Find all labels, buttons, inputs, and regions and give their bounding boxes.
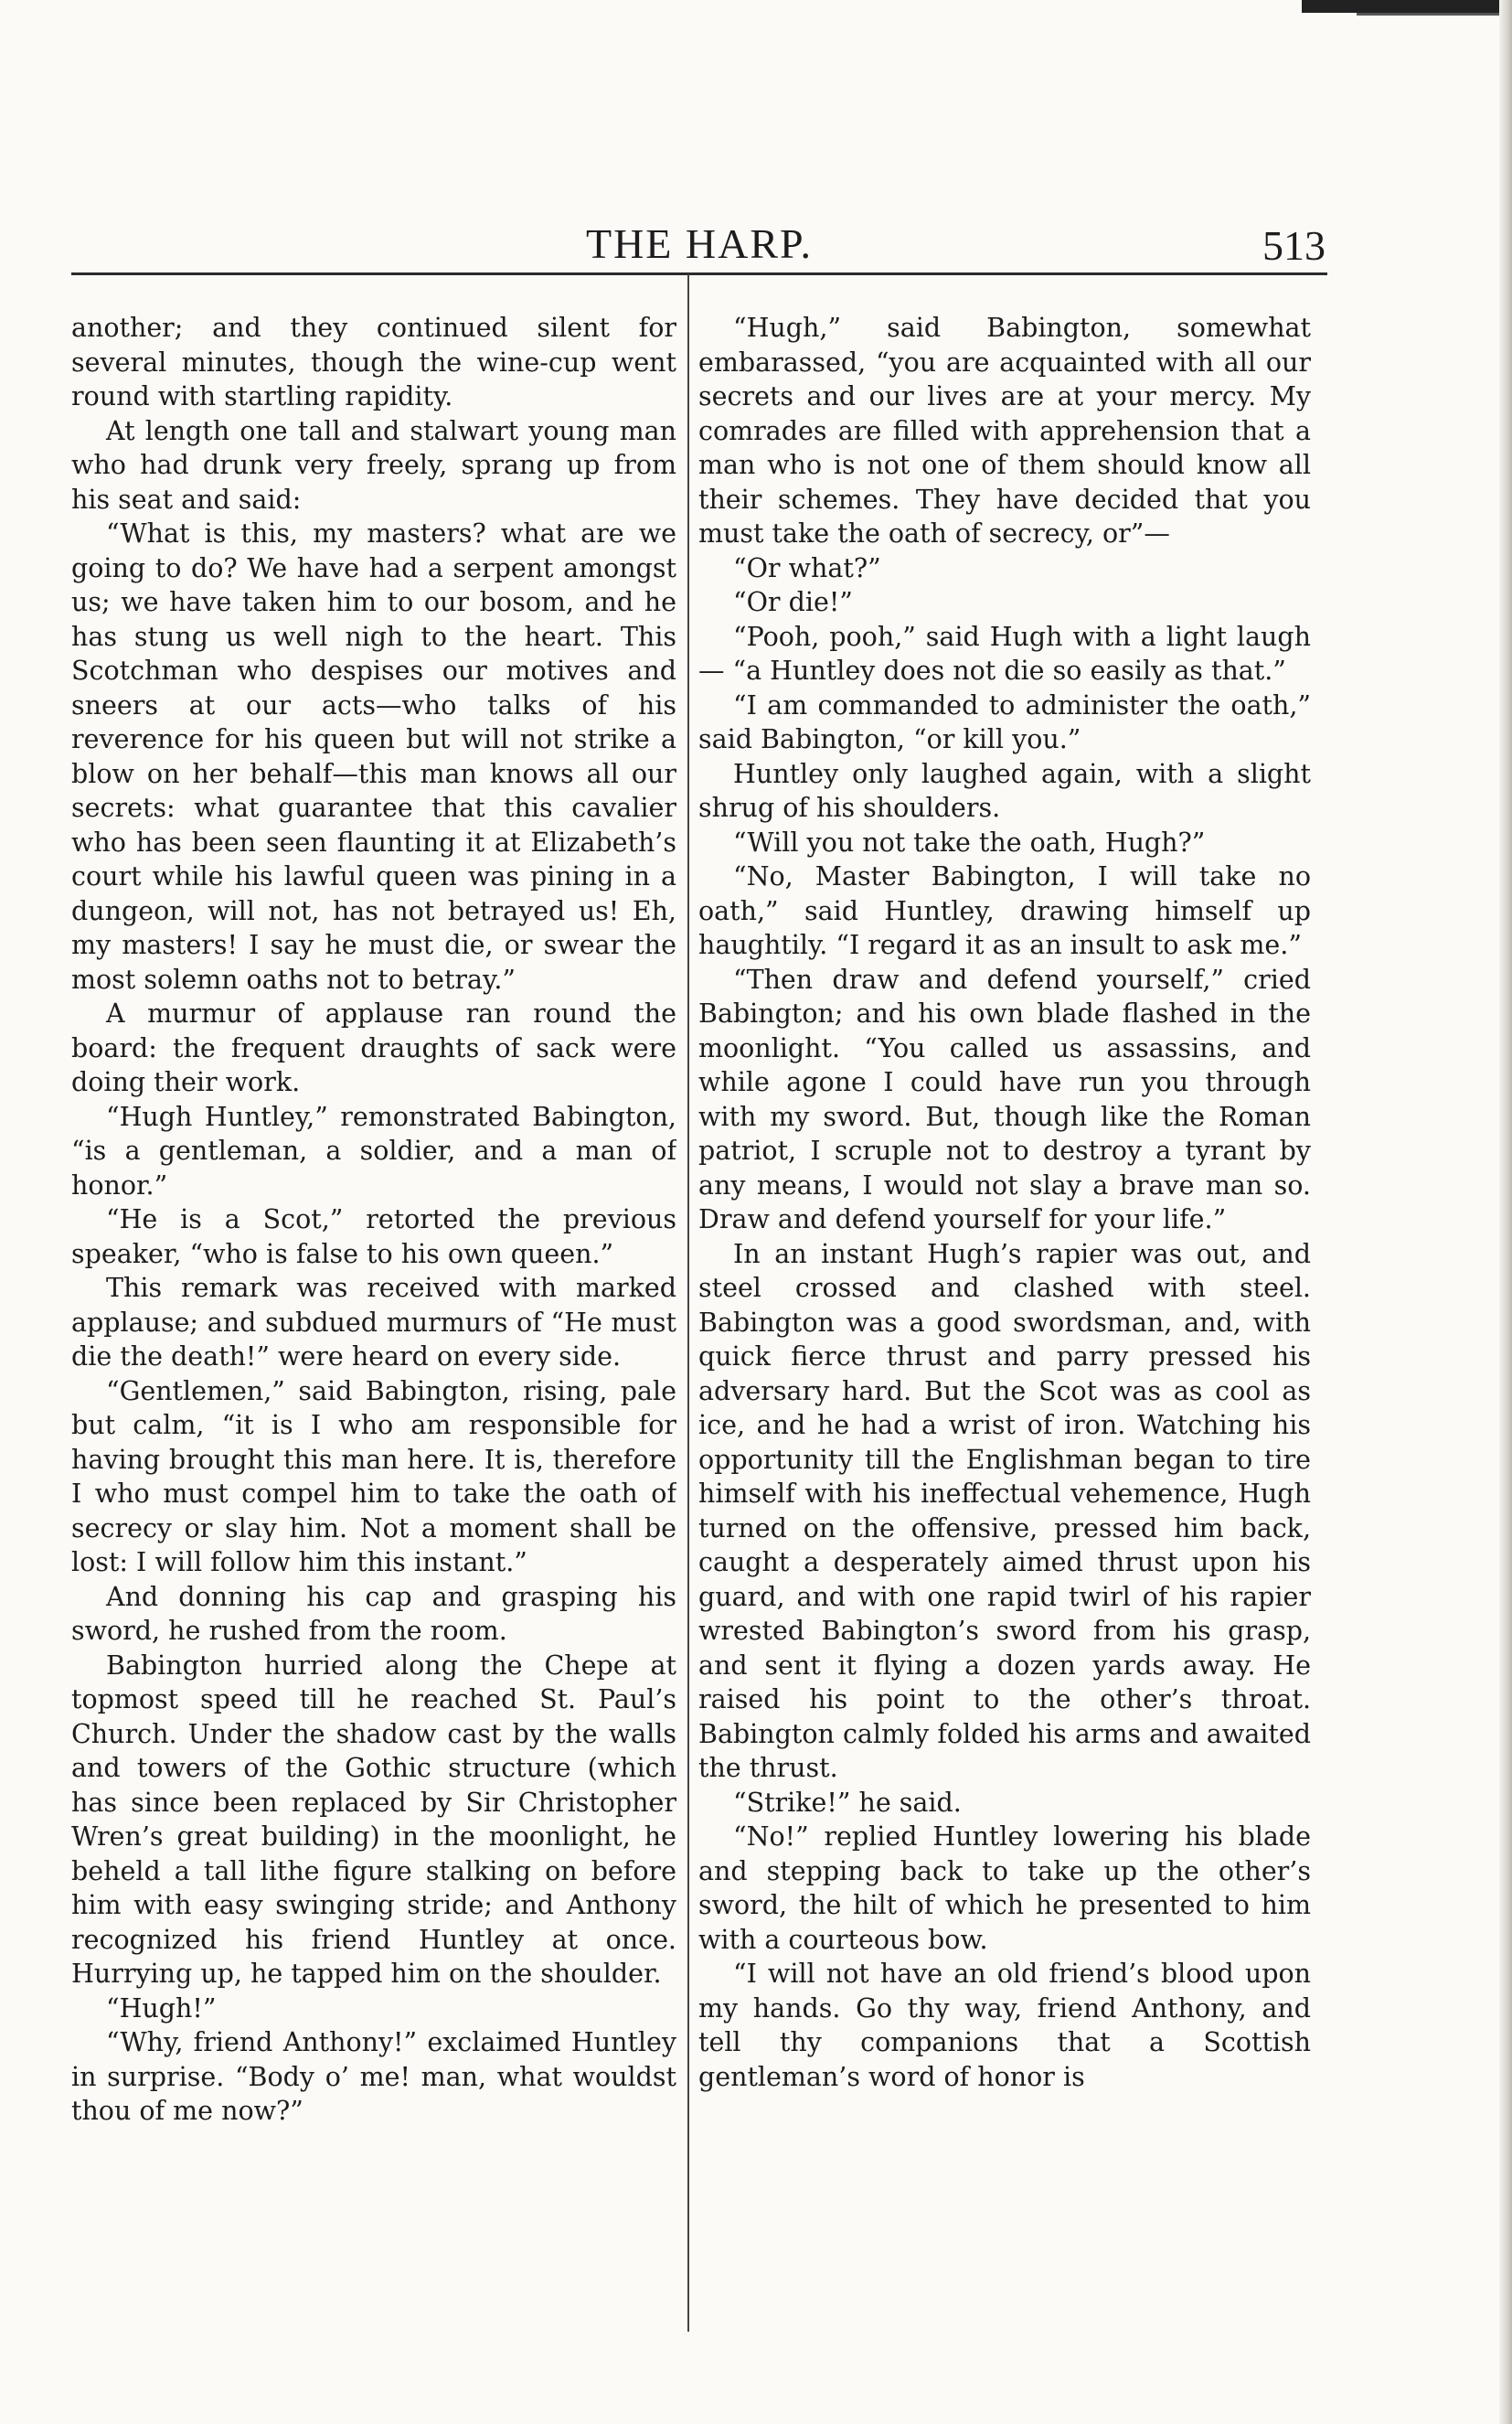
paragraph: another; and they continued silent for several minutes, though the wine-cup went round with startling rapidity.: [71, 313, 676, 411]
page-title: THE HARP.: [585, 220, 814, 267]
paragraph: “What is this, my masters? what are we going to do? We have had a serpent amongst us; we have taken him to our bosom, and he has stung us well nigh to the heart. This Scotchman who despises our motives and sneers at our acts—who talks of his reverence for his queen but will not strike a blow on her behalf—this man knows all our secrets: what guarantee that this cavalier who has been seen flaunting it at Elizabeth’s court while his lawful queen was pining in a dungeon, will not, has not betrayed us! Eh, my masters! I say he must die, or swear the most solemn oaths not to betray.”: [71, 518, 676, 995]
paragraph: “I will not have an old friend’s blood upon my hands. Go thy way, friend Anthony, and tell thy companions that a Scottish gentleman’s word of honor is: [698, 1959, 1311, 2092]
paragraph: “Hugh Huntley,” remonstrated Babington, “is a gentleman, a soldier, and a man of honor.”: [71, 1101, 676, 1201]
paragraph: “Pooh, pooh,” said Hugh with a light laugh— “a Huntley does not die so easily as that.”: [698, 621, 1311, 686]
paragraph: “Strike!” he said.: [733, 1787, 962, 1818]
scan-edge-line: [1357, 13, 1512, 16]
paragraph: “Or what?”: [733, 552, 881, 583]
paragraph: This remark was received with marked applause; and subdued murmurs of “He must die the death!” were heard on every side.: [71, 1273, 676, 1372]
paragraph: “Gentlemen,” said Babington, rising, pale but calm, “it is I who am responsible for having brought this man here. It is, therefore I who must compel him to take the oath of secrecy or slay him. Not a moment shall be lost: I will follow him this instant.”: [71, 1375, 676, 1577]
paragraph: “Hugh,” said Babington, somewhat embarassed, “you are acquainted with all our secrets and our lives are at your mercy. My comrades are filled with apprehension that a man who is not one of them should know all their schemes. They have decided that you must take the oath of secrecy, or”—: [698, 313, 1311, 549]
page-number: 513: [1262, 222, 1326, 269]
paragraph: “No, Master Babington, I will take no oath,” said Huntley, drawing himself up haughtily. “I regard it as an insult to ask me.”: [698, 861, 1311, 960]
paragraph: At length one tall and stalwart young man who had drunk very freely, sprang up from his seat and said:: [71, 415, 676, 515]
scan-edge-right: [1499, 0, 1512, 2424]
paragraph: Babington hurried along the Chepe at topmost speed till he reached St. Paul’s Church. Under the shadow cast by the walls and towers of the Gothic structure (which has since been replaced by Sir Christopher Wren’s great building) in the moonlight, he beheld a tall lithe figure stalking on before him with easy swinging stride; and Anthony recognized his friend Huntley at once. Hurrying up, he tapped him on the shoulder.: [71, 1650, 676, 1989]
scan-edge-top: [1302, 0, 1512, 13]
paragraph: And donning his cap and grasping his sword, he rushed from the room.: [71, 1581, 676, 1646]
right-column: [698, 311, 1311, 2332]
column-divider: [687, 274, 689, 2332]
paragraph: “Then draw and defend yourself,” cried Babington; and his own blade flashed in the moonlight. “You called us assassins, and while agone I could have run you through with my sword. But, though like the Roman patriot, I scruple not to destroy a tyrant by any means, I would not slay a brave man so. Draw and defend yourself for your life.”: [698, 964, 1311, 1234]
paragraph: “Why, friend Anthony!” exclaimed Huntley in surprise. “Body o’ me! man, what wouldst thou of me now?”: [71, 2027, 676, 2126]
paragraph: “I am commanded to administer the oath,” said Babington, “or kill you.”: [698, 689, 1311, 754]
paragraph: A murmur of applause ran round the board: the frequent draughts of sack were doing their work.: [71, 998, 676, 1097]
paragraph: “Or die!”: [733, 587, 853, 617]
paragraph: Huntley only laughed again, with a slight shrug of his shoulders.: [698, 758, 1311, 823]
header-rule: [71, 272, 1327, 275]
paragraph: “Hugh!”: [106, 1992, 217, 2024]
paragraph: In an instant Hugh’s rapier was out, and steel crossed and clashed with steel. Babington was a good swordsman, and, with quick fierce thrust and parry pressed his adversary hard. But the Scot was as cool as ice, and he had a wrist of iron. Watching his opportunity till the Englishman began to tire himself with his ineffectual vehemence, Hugh turned on the offensive, pressed him back, caught a desperately aimed thrust upon his guard, and with one rapid twirl of his rapier wrested Babington’s sword from his grasp, and sent it flying a dozen yards away. He raised his point to the other’s throat. Babington calmly folded his arms and awaited the thrust.: [698, 1238, 1311, 1783]
left-column: [71, 311, 676, 2332]
running-head: [73, 219, 1326, 274]
paragraph: “Will you not take the oath, Hugh?”: [733, 827, 1206, 858]
paragraph: “No!” replied Huntley lowering his blade and stepping back to take up the other’s sword, the hilt of which he presented to him with a courteous bow.: [698, 1821, 1311, 1955]
paragraph: “He is a Scot,” retorted the previous speaker, “who is false to his own queen.”: [71, 1204, 676, 1269]
